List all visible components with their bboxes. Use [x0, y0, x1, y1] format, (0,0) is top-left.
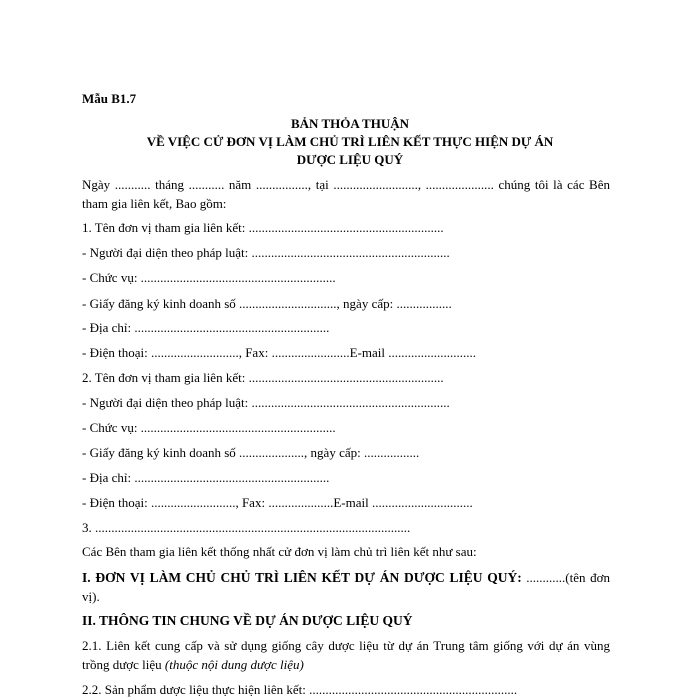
item-2-1-text: 2.1. Liên kết cung cấp và sử dụng giống cây dược liệu từ dự án Trung tâm giống với dự án vùng trồng dược liệu — [82, 638, 610, 672]
party1-name-field: 1. Tên đơn vị tham gia liên kết: ............................................................ — [82, 220, 444, 235]
section2-heading: II. THÔNG TIN CHUNG VỀ DỰ ÁN DƯỢC LIỆU QUÝ — [82, 613, 413, 628]
item-2-1-note: (thuộc nội dung dược liệu) — [164, 657, 304, 672]
section2-item-2-2: 2.2. Sản phẩm dược liệu thực hiện liên kết: ................................................................ — [82, 682, 518, 697]
party2-phone-field: - Điện thoại: .........................., Fax: ....................E-mail ............................... — [82, 495, 473, 510]
intro-paragraph: Ngày ........... tháng ........... năm ................, tại .........................., ..................... chúng tôi là các Bên tham gia liên kết, Bao gồm: — [82, 177, 610, 211]
form-code: Mẫu B1.7 — [82, 91, 137, 106]
party1-position-field: - Chức vụ: ............................................................ — [82, 270, 336, 285]
agreement-statement: Các Bên tham gia liên kết thống nhất cử đơn vị làm chủ trì liên kết như sau: — [82, 544, 477, 559]
party2-business-license-field: - Giấy đăng ký kinh doanh số ...................., ngày cấp: ................. — [82, 445, 420, 460]
party2-name-field: 2. Tên đơn vị tham gia liên kết: ............................................................ — [82, 370, 444, 385]
party2-address-field: - Địa chỉ: ............................................................ — [82, 470, 330, 485]
section1-heading: I. ĐƠN VỊ LÀM CHỦ CHỦ TRÌ LIÊN KẾT DỰ ÁN DƯỢC LIỆU QUÝ: — [82, 570, 522, 585]
party1-business-license-field: - Giấy đăng ký kinh doanh số .............................., ngày cấp: ................. — [82, 296, 452, 311]
party2-representative-field: - Người đại diện theo pháp luật: ............................................................. — [82, 395, 450, 410]
section1-paragraph — [82, 568, 610, 606]
section2-item-2-1 — [82, 636, 610, 674]
party2-position-field: - Chức vụ: ............................................................ — [82, 420, 336, 435]
document-subtitle-2: DƯỢC LIỆU QUÝ — [296, 152, 404, 167]
document-title: BẢN THỎA THUẬN — [291, 116, 409, 131]
section1-unit-name: ............(tên đơn vị). — [82, 570, 610, 604]
party1-representative-field: - Người đại diện theo pháp luật: ............................................................. — [82, 245, 450, 260]
party1-phone-field: - Điện thoại: ..........................., Fax: ........................E-mail ........................... — [82, 345, 476, 360]
party3-field: 3. ................................................................................................. — [82, 520, 411, 535]
party1-address-field: - Địa chỉ: ............................................................ — [82, 320, 330, 335]
document-subtitle: VỀ VIỆC CỬ ĐƠN VỊ LÀM CHỦ TRÌ LIÊN KẾT THỰC HIỆN DỰ ÁN — [146, 134, 554, 149]
